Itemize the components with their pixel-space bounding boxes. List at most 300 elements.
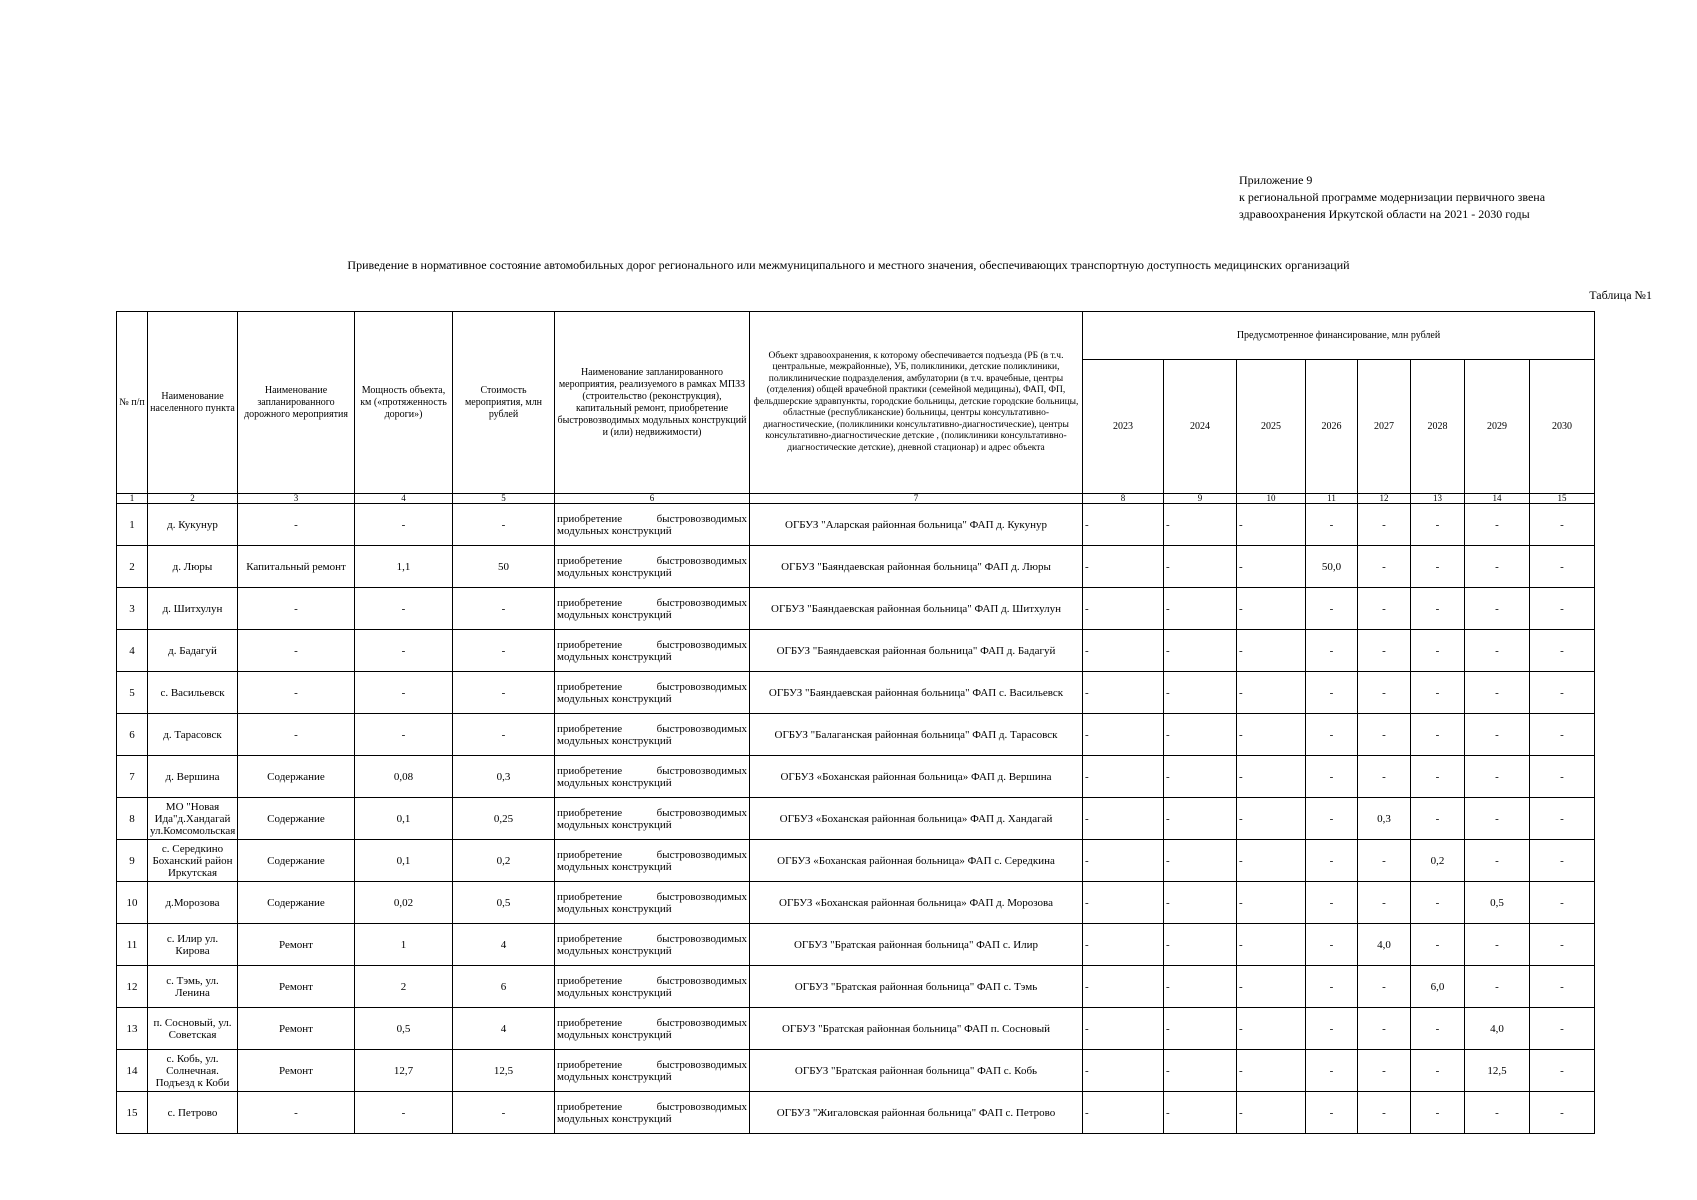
capacity-cell: -: [355, 630, 453, 672]
column-number: 4: [355, 494, 453, 504]
planned-event-line-1: приобретение быстровозводимых: [557, 1016, 747, 1029]
cost-cell: -: [453, 672, 555, 714]
planned-event-cell: [555, 1092, 750, 1134]
object-cell: ОГБУЗ "Братская районная больница" ФАП п. Сосновый: [750, 1008, 1083, 1050]
header-financing: Предусмотренное финансирование, млн рублей: [1083, 312, 1595, 360]
financing-cell: -: [1530, 672, 1595, 714]
financing-cell: -: [1237, 630, 1306, 672]
table-row: [117, 1050, 1595, 1092]
appendix-line-2: к региональной программе модернизации первичного звена: [1239, 190, 1546, 204]
column-number: 14: [1465, 494, 1530, 504]
table-row: [117, 882, 1595, 924]
road-event-cell: -: [238, 672, 355, 714]
row-number: 3: [117, 588, 148, 630]
cost-cell: 6: [453, 966, 555, 1008]
road-event-cell: -: [238, 504, 355, 546]
planned-event-line-2: модульных конструкций: [557, 1112, 672, 1125]
capacity-cell: 0,1: [355, 798, 453, 840]
road-event-cell: -: [238, 630, 355, 672]
financing-cell: 6,0: [1411, 966, 1465, 1008]
financing-cell: -: [1306, 504, 1358, 546]
financing-cell: -: [1530, 882, 1595, 924]
settlement-cell: с. Илир ул. Кирова: [148, 924, 238, 966]
financing-cell: -: [1237, 546, 1306, 588]
planned-event-line-2: модульных конструкций: [557, 986, 672, 999]
header-year: 2030: [1530, 360, 1595, 494]
financing-cell: -: [1164, 588, 1237, 630]
cost-cell: 0,5: [453, 882, 555, 924]
planned-event-line-2: модульных конструкций: [557, 1028, 672, 1041]
financing-cell: -: [1237, 1008, 1306, 1050]
financing-cell: -: [1164, 798, 1237, 840]
column-number: 2: [148, 494, 238, 504]
financing-cell: -: [1237, 1050, 1306, 1092]
financing-cell: -: [1237, 882, 1306, 924]
road-event-cell: Ремонт: [238, 1008, 355, 1050]
financing-cell: -: [1530, 1050, 1595, 1092]
column-number: 7: [750, 494, 1083, 504]
financing-cell: -: [1306, 1092, 1358, 1134]
planned-event-cell: [555, 672, 750, 714]
planned-event-line-2: модульных конструкций: [557, 818, 672, 831]
planned-event-line-1: приобретение быстровозводимых: [557, 764, 747, 777]
financing-cell: -: [1530, 546, 1595, 588]
capacity-cell: -: [355, 1092, 453, 1134]
row-number: 1: [117, 504, 148, 546]
financing-cell: -: [1358, 966, 1411, 1008]
capacity-cell: 1: [355, 924, 453, 966]
document-title: Приведение в нормативное состояние автомобильных дорог регионального или межмуниципального и местного значения, обеспечивающих транспортную доступность медицинских организаций: [347, 258, 1350, 272]
planned-event-line-2: модульных конструкций: [557, 524, 672, 537]
financing-cell: -: [1237, 714, 1306, 756]
planned-event-line-1: приобретение быстровозводимых: [557, 554, 747, 567]
planned-event-cell: [555, 630, 750, 672]
financing-cell: -: [1530, 756, 1595, 798]
financing-cell: -: [1411, 672, 1465, 714]
cost-cell: -: [453, 714, 555, 756]
financing-cell: -: [1411, 588, 1465, 630]
header-year: 2023: [1083, 360, 1164, 494]
capacity-cell: -: [355, 504, 453, 546]
cost-cell: 0,2: [453, 840, 555, 882]
financing-cell: -: [1083, 798, 1164, 840]
planned-event-cell: [555, 756, 750, 798]
financing-cell: -: [1411, 1008, 1465, 1050]
cost-cell: 0,3: [453, 756, 555, 798]
financing-cell: -: [1083, 1050, 1164, 1092]
financing-cell: -: [1306, 966, 1358, 1008]
table-row: [117, 1008, 1595, 1050]
planned-event-cell: [555, 714, 750, 756]
financing-cell: -: [1530, 1092, 1595, 1134]
object-cell: ОГБУЗ "Братская районная больница" ФАП с. Кобь: [750, 1050, 1083, 1092]
column-number: 15: [1530, 494, 1595, 504]
financing-cell: 0,3: [1358, 798, 1411, 840]
planned-event-line-1: приобретение быстровозводимых: [557, 680, 747, 693]
financing-cell: -: [1530, 966, 1595, 1008]
capacity-cell: 0,5: [355, 1008, 453, 1050]
capacity-cell: 0,02: [355, 882, 453, 924]
financing-cell: -: [1083, 714, 1164, 756]
settlement-cell: МО "Новая Ида"д.Хандагай ул.Комсомольская: [148, 798, 238, 840]
financing-cell: -: [1083, 966, 1164, 1008]
row-number: 2: [117, 546, 148, 588]
column-number: 11: [1306, 494, 1358, 504]
financing-cell: -: [1465, 588, 1530, 630]
appendix-line-1: Приложение 9: [1239, 173, 1313, 187]
row-number: 9: [117, 840, 148, 882]
financing-cell: -: [1164, 1050, 1237, 1092]
object-cell: ОГБУЗ «Боханская районная больница» ФАП д. Вершина: [750, 756, 1083, 798]
financing-cell: 0,5: [1465, 882, 1530, 924]
planned-event-cell: [555, 924, 750, 966]
column-number: 10: [1237, 494, 1306, 504]
financing-cell: -: [1164, 1092, 1237, 1134]
financing-cell: -: [1306, 882, 1358, 924]
column-number: 6: [555, 494, 750, 504]
financing-cell: -: [1358, 756, 1411, 798]
table-row: [117, 588, 1595, 630]
planned-event-line-2: модульных конструкций: [557, 1070, 672, 1083]
cost-cell: 12,5: [453, 1050, 555, 1092]
planned-event-line-2: модульных конструкций: [557, 566, 672, 579]
financing-cell: -: [1164, 1008, 1237, 1050]
financing-cell: -: [1237, 966, 1306, 1008]
settlement-cell: д. Вершина: [148, 756, 238, 798]
column-number: 3: [238, 494, 355, 504]
financing-cell: -: [1530, 798, 1595, 840]
planned-event-cell: [555, 546, 750, 588]
financing-cell: -: [1164, 630, 1237, 672]
road-event-cell: Ремонт: [238, 924, 355, 966]
planned-event-line-2: модульных конструкций: [557, 776, 672, 789]
cost-cell: -: [453, 588, 555, 630]
object-cell: ОГБУЗ «Боханская районная больница» ФАП с. Середкина: [750, 840, 1083, 882]
planned-event-cell: [555, 504, 750, 546]
header-year: 2029: [1465, 360, 1530, 494]
settlement-cell: с. Середкино Боханский район Иркутская: [148, 840, 238, 882]
financing-cell: -: [1411, 924, 1465, 966]
object-cell: ОГБУЗ "Баяндаевская районная больница" ФАП с. Васильевск: [750, 672, 1083, 714]
financing-cell: -: [1358, 504, 1411, 546]
header-capacity: Мощность объекта, км («протяженность дороги»): [355, 312, 453, 494]
financing-cell: -: [1083, 672, 1164, 714]
financing-cell: -: [1411, 630, 1465, 672]
settlement-cell: д. Бадагуй: [148, 630, 238, 672]
financing-cell: -: [1358, 546, 1411, 588]
column-number: 13: [1411, 494, 1465, 504]
financing-cell: -: [1465, 924, 1530, 966]
financing-cell: -: [1237, 1092, 1306, 1134]
financing-cell: -: [1358, 1008, 1411, 1050]
row-number: 4: [117, 630, 148, 672]
object-cell: ОГБУЗ "Жигаловская районная больница" ФАП с. Петрово: [750, 1092, 1083, 1134]
road-event-cell: Ремонт: [238, 1050, 355, 1092]
planned-event-line-1: приобретение быстровозводимых: [557, 848, 747, 861]
header-num: № п/п: [117, 312, 148, 494]
planned-event-line-1: приобретение быстровозводимых: [557, 638, 747, 651]
planned-event-cell: [555, 882, 750, 924]
financing-cell: -: [1465, 672, 1530, 714]
planned-event-line-2: модульных конструкций: [557, 902, 672, 915]
object-cell: ОГБУЗ "Братская районная больница" ФАП с. Илир: [750, 924, 1083, 966]
financing-cell: -: [1465, 798, 1530, 840]
appendix-header: [1239, 172, 1669, 223]
column-number: 1: [117, 494, 148, 504]
road-event-cell: -: [238, 588, 355, 630]
financing-cell: -: [1411, 882, 1465, 924]
capacity-cell: -: [355, 672, 453, 714]
settlement-cell: с. Васильевск: [148, 672, 238, 714]
row-number: 11: [117, 924, 148, 966]
cost-cell: 4: [453, 924, 555, 966]
road-event-cell: Содержание: [238, 882, 355, 924]
road-event-cell: Капитальный ремонт: [238, 546, 355, 588]
header-year: 2025: [1237, 360, 1306, 494]
road-event-cell: -: [238, 1092, 355, 1134]
financing-cell: -: [1083, 840, 1164, 882]
object-cell: ОГБУЗ «Боханская районная больница» ФАП д. Морозова: [750, 882, 1083, 924]
row-number: 15: [117, 1092, 148, 1134]
table-row: [117, 504, 1595, 546]
financing-cell: -: [1164, 924, 1237, 966]
capacity-cell: 12,7: [355, 1050, 453, 1092]
planned-event-line-2: модульных конструкций: [557, 734, 672, 747]
financing-cell: -: [1358, 630, 1411, 672]
financing-cell: -: [1465, 966, 1530, 1008]
capacity-cell: 0,1: [355, 840, 453, 882]
planned-event-cell: [555, 798, 750, 840]
row-number: 8: [117, 798, 148, 840]
header-cost: Стоимость мероприятия, млн рублей: [453, 312, 555, 494]
planned-event-line-2: модульных конструкций: [557, 692, 672, 705]
financing-cell: 4,0: [1465, 1008, 1530, 1050]
header-object: Объект здравоохранения, к которому обеспечивается подъезда (РБ (в т.ч. центральные, межрайонные), УБ, поликлиники, детские поликлиники, поликлинические подразделения, амбулатории (в т.ч. врачебные, центры (отделения) общей врачебной практики (семейной медицины), ФАП, ФП, фельдшерские здравпункты, городские больницы, детские городские больницы, областные (республиканские) больницы, центры консультативно-диагностические, (поликлиники консультативно-диагностические), центры консультативно-диагностические детские , (поликлиники консультативно-диагностические детские), дневной стационар) и адрес объекта: [750, 312, 1083, 494]
financing-cell: -: [1465, 630, 1530, 672]
object-cell: ОГБУЗ "Баяндаевская районная больница" ФАП д. Бадагуй: [750, 630, 1083, 672]
financing-cell: -: [1465, 504, 1530, 546]
financing-cell: -: [1306, 588, 1358, 630]
financing-cell: -: [1083, 756, 1164, 798]
cost-cell: -: [453, 630, 555, 672]
column-number-row: [117, 494, 1595, 504]
object-cell: ОГБУЗ "Братская районная больница" ФАП с. Тэмь: [750, 966, 1083, 1008]
road-event-cell: Ремонт: [238, 966, 355, 1008]
planned-event-line-1: приобретение быстровозводимых: [557, 1100, 747, 1113]
financing-cell: -: [1411, 1092, 1465, 1134]
financing-cell: -: [1164, 756, 1237, 798]
object-cell: ОГБУЗ "Баяндаевская районная больница" ФАП д. Люры: [750, 546, 1083, 588]
header-planned-event: Наименование запланированного мероприятия, реализуемого в рамках МПЗЗ (строительство (реконструкция), капитальный ремонт, приобретение быстровозводимых модульных конструкций и (или) недвижимости): [555, 312, 750, 494]
table-body: [117, 504, 1595, 1134]
column-number: 5: [453, 494, 555, 504]
financing-cell: -: [1411, 714, 1465, 756]
financing-cell: 4,0: [1358, 924, 1411, 966]
capacity-cell: 1,1: [355, 546, 453, 588]
financing-cell: -: [1083, 924, 1164, 966]
financing-cell: -: [1237, 756, 1306, 798]
financing-cell: -: [1164, 714, 1237, 756]
financing-cell: -: [1411, 1050, 1465, 1092]
financing-cell: -: [1164, 504, 1237, 546]
table-row: [117, 966, 1595, 1008]
capacity-cell: -: [355, 714, 453, 756]
planned-event-line-2: модульных конструкций: [557, 650, 672, 663]
planned-event-line-2: модульных конструкций: [557, 860, 672, 873]
planned-event-line-2: модульных конструкций: [557, 608, 672, 621]
planned-event-line-1: приобретение быстровозводимых: [557, 512, 747, 525]
road-event-cell: Содержание: [238, 798, 355, 840]
object-cell: ОГБУЗ "Баяндаевская районная больница" ФАП д. Шитхулун: [750, 588, 1083, 630]
financing-cell: -: [1465, 546, 1530, 588]
financing-cell: -: [1465, 756, 1530, 798]
table-label: Таблица №1: [1589, 288, 1652, 302]
column-number: 12: [1358, 494, 1411, 504]
financing-cell: -: [1530, 504, 1595, 546]
financing-cell: -: [1237, 672, 1306, 714]
financing-cell: -: [1411, 756, 1465, 798]
planned-event-cell: [555, 588, 750, 630]
capacity-cell: -: [355, 588, 453, 630]
financing-cell: -: [1306, 1008, 1358, 1050]
settlement-cell: д. Тарасовск: [148, 714, 238, 756]
table-row: [117, 756, 1595, 798]
financing-cell: -: [1083, 588, 1164, 630]
financing-cell: -: [1237, 504, 1306, 546]
table-row: [117, 1092, 1595, 1134]
row-number: 6: [117, 714, 148, 756]
table-row: [117, 546, 1595, 588]
financing-cell: -: [1306, 672, 1358, 714]
financing-cell: -: [1530, 714, 1595, 756]
header-year: 2024: [1164, 360, 1237, 494]
financing-cell: -: [1083, 546, 1164, 588]
financing-cell: -: [1306, 840, 1358, 882]
financing-cell: -: [1237, 924, 1306, 966]
table-row: [117, 714, 1595, 756]
planned-event-cell: [555, 1050, 750, 1092]
financing-cell: -: [1306, 924, 1358, 966]
financing-cell: 50,0: [1306, 546, 1358, 588]
planned-event-cell: [555, 840, 750, 882]
header-road-event: Наименование запланированного дорожного мероприятия: [238, 312, 355, 494]
settlement-cell: д. Шитхулун: [148, 588, 238, 630]
settlement-cell: д.Морозова: [148, 882, 238, 924]
cost-cell: 50: [453, 546, 555, 588]
financing-cell: -: [1411, 504, 1465, 546]
financing-cell: -: [1465, 714, 1530, 756]
financing-cell: -: [1358, 714, 1411, 756]
financing-cell: -: [1411, 798, 1465, 840]
table-row: [117, 840, 1595, 882]
row-number: 7: [117, 756, 148, 798]
planned-event-cell: [555, 1008, 750, 1050]
table-row: [117, 630, 1595, 672]
financing-cell: -: [1530, 840, 1595, 882]
financing-cell: -: [1411, 546, 1465, 588]
financing-cell: -: [1465, 1092, 1530, 1134]
financing-cell: -: [1306, 630, 1358, 672]
financing-cell: -: [1306, 1050, 1358, 1092]
settlement-cell: д. Кукунур: [148, 504, 238, 546]
planned-event-line-1: приобретение быстровозводимых: [557, 1058, 747, 1071]
planned-event-line-1: приобретение быстровозводимых: [557, 722, 747, 735]
header-year: 2027: [1358, 360, 1411, 494]
settlement-cell: с. Тэмь, ул. Ленина: [148, 966, 238, 1008]
row-number: 13: [117, 1008, 148, 1050]
financing-cell: -: [1358, 840, 1411, 882]
header-settlement: Наименование населенного пункта: [148, 312, 238, 494]
financing-cell: -: [1465, 840, 1530, 882]
appendix-line-3: здравоохранения Иркутской области на 2021 - 2030 годы: [1239, 207, 1530, 221]
header-year: 2026: [1306, 360, 1358, 494]
column-number: 8: [1083, 494, 1164, 504]
financing-cell: -: [1164, 840, 1237, 882]
settlement-cell: д. Люры: [148, 546, 238, 588]
road-event-cell: Содержание: [238, 756, 355, 798]
financing-cell: -: [1083, 1092, 1164, 1134]
financing-cell: -: [1358, 1050, 1411, 1092]
row-number: 10: [117, 882, 148, 924]
cost-cell: -: [453, 1092, 555, 1134]
financing-cell: -: [1306, 714, 1358, 756]
capacity-cell: 0,08: [355, 756, 453, 798]
financing-cell: 12,5: [1465, 1050, 1530, 1092]
financing-cell: -: [1083, 882, 1164, 924]
financing-cell: -: [1306, 798, 1358, 840]
planned-event-line-1: приобретение быстровозводимых: [557, 974, 747, 987]
financing-cell: -: [1530, 1008, 1595, 1050]
financing-cell: -: [1164, 672, 1237, 714]
financing-cell: 0,2: [1411, 840, 1465, 882]
financing-cell: -: [1530, 588, 1595, 630]
table-row: [117, 672, 1595, 714]
financing-cell: -: [1164, 966, 1237, 1008]
cost-cell: 4: [453, 1008, 555, 1050]
financing-cell: -: [1164, 546, 1237, 588]
planned-event-cell: [555, 966, 750, 1008]
financing-cell: -: [1164, 882, 1237, 924]
financing-cell: -: [1083, 504, 1164, 546]
cost-cell: 0,25: [453, 798, 555, 840]
financing-cell: -: [1358, 588, 1411, 630]
header-year: 2028: [1411, 360, 1465, 494]
financing-cell: -: [1237, 840, 1306, 882]
row-number: 12: [117, 966, 148, 1008]
planned-event-line-1: приобретение быстровозводимых: [557, 932, 747, 945]
object-cell: ОГБУЗ "Балаганская районная больница" ФАП д. Тарасовск: [750, 714, 1083, 756]
planned-event-line-2: модульных конструкций: [557, 944, 672, 957]
settlement-cell: п. Сосновый, ул. Советская: [148, 1008, 238, 1050]
row-number: 5: [117, 672, 148, 714]
financing-cell: -: [1306, 756, 1358, 798]
financing-cell: -: [1083, 630, 1164, 672]
column-number: 9: [1164, 494, 1237, 504]
financing-cell: -: [1358, 1092, 1411, 1134]
financing-cell: -: [1530, 630, 1595, 672]
financing-cell: -: [1083, 1008, 1164, 1050]
financing-cell: -: [1358, 882, 1411, 924]
financing-cell: -: [1530, 924, 1595, 966]
financing-cell: -: [1358, 672, 1411, 714]
object-cell: ОГБУЗ "Аларская районная больница" ФАП д. Кукунур: [750, 504, 1083, 546]
planned-event-line-1: приобретение быстровозводимых: [557, 890, 747, 903]
object-cell: ОГБУЗ «Боханская районная больница» ФАП д. Хандагай: [750, 798, 1083, 840]
planned-event-line-1: приобретение быстровозводимых: [557, 596, 747, 609]
table-row: [117, 798, 1595, 840]
row-number: 14: [117, 1050, 148, 1092]
table-row: [117, 924, 1595, 966]
